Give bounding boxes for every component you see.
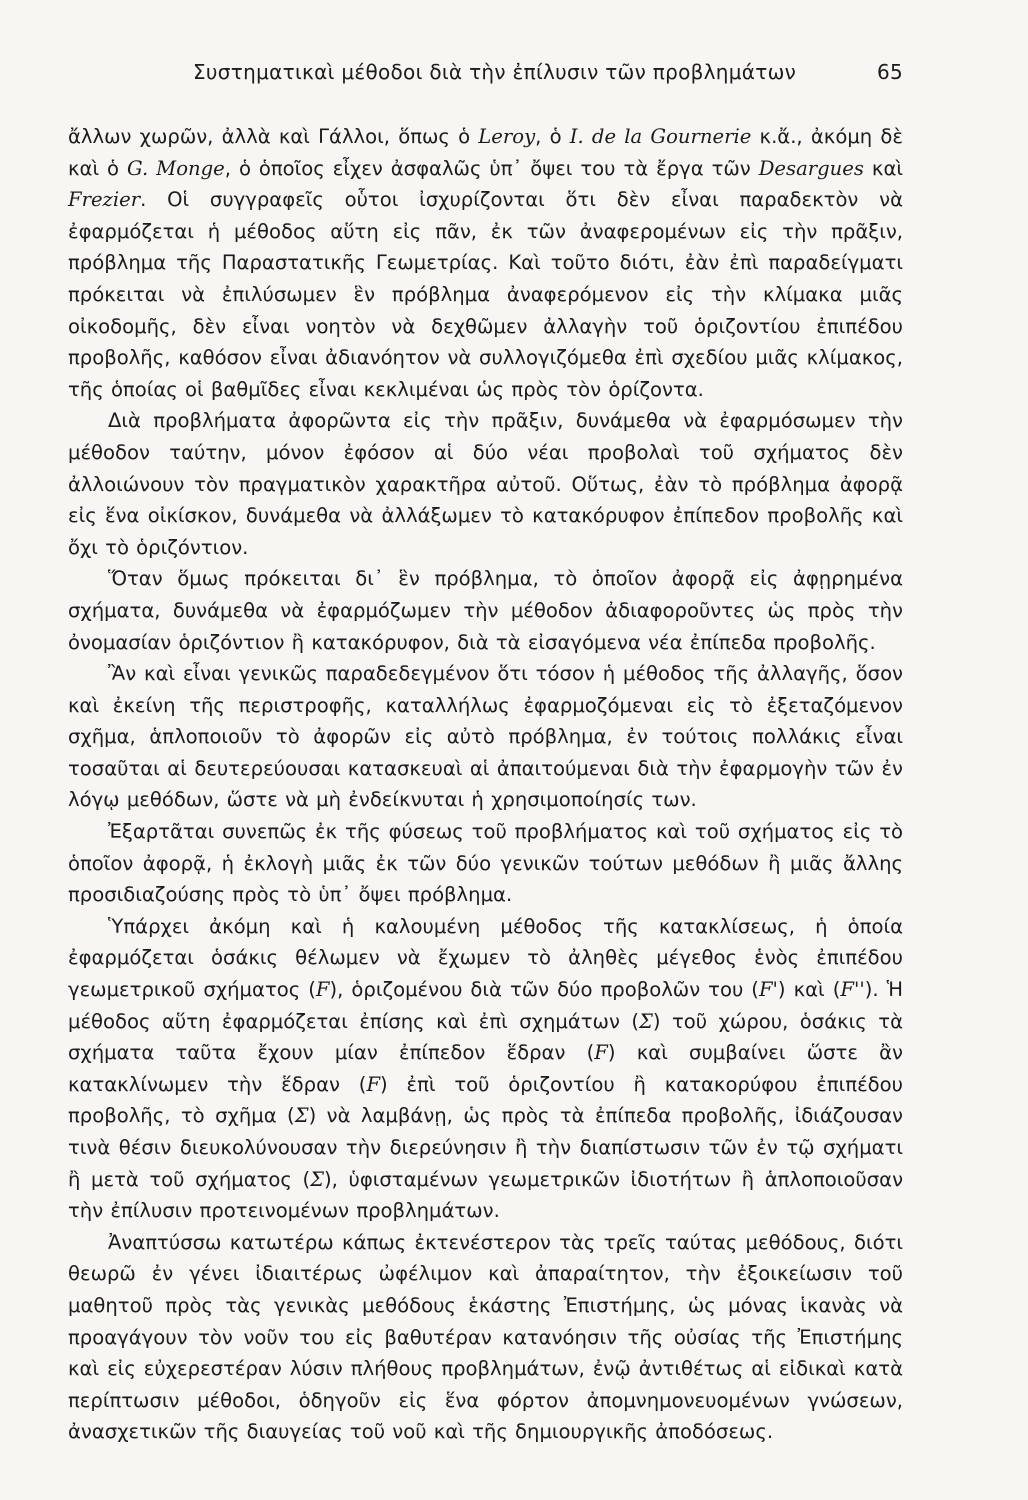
paragraph-1 bbox=[68, 121, 903, 405]
text-run: καὶ bbox=[863, 156, 904, 180]
paragraph-4: Ἂν καὶ εἶναι γενικῶς παραδεδεγμένον ὅτι τόσον ἡ μέθοδος τῆς ἀλλαγῆς, ὅσον καὶ ἐκείνη τῆς περιστροφῆς, καταλλήλως ἐφαρμοζόμεναι εἰς τὸ ἐξεταζόμενον σχῆμα, ἁπλοποιοῦν τὸ ἀφορῶν εἰς αὐτὸ πρόβλημα, ἐν τούτοις πολλάκις εἶναι τοσαῦται αἱ δευτερεύουσαι κατασκευαὶ αἱ ἀπαιτούμεναι διὰ τὴν ἐφαρμογὴν τῶν ἐν λόγῳ μεθόδων, ὥστε νὰ μὴ ἐνδείκνυται ἡ χρησιμοποίησίς των. bbox=[68, 662, 903, 812]
paragraph-5: Ἐξαρτᾶται συνεπῶς ἐκ τῆς φύσεως τοῦ προβλήματος καὶ τοῦ σχήματος εἰς τὸ ὁποῖον ἀφορᾷ, ἡ ἐκλογὴ μιᾶς ἐκ τῶν δύο γενικῶν τούτων μεθόδων ἢ μιᾶς ἄλλης προσιδιαζούσης πρὸς τὸ ὑπ᾽ ὄψει πρόβλημα. bbox=[68, 820, 903, 907]
paragraph-3: Ὅταν ὅμως πρόκειται δι᾽ ἓν πρόβλημα, τὸ ὁποῖον ἀφορᾷ εἰς ἀφῃρημένα σχήματα, δυνάμεθα νὰ ἐφαρμόζωμεν τὴν μέθοδον ἀδιαφοροῦντες ὡς πρὸς τὴν ὀνομασίαν ὁριζόντιον ἢ κατακόρυφον, διὰ τὰ εἰσαγόμενα νέα ἐπίπεδα προβολῆς. bbox=[68, 567, 903, 654]
text-run: ἄλλων χωρῶν, ἀλλὰ καὶ Γάλλοι, ὅπως ὁ bbox=[68, 125, 479, 148]
text-run: ) ἐπὶ τοῦ ὁριζοντίου ἢ κατακορύφου ἐπιπέδου προβολῆς, τὸ σχῆμα ( bbox=[68, 1072, 903, 1128]
text-run: . Οἱ συγγραφεῖς οὗτοι ἰσχυρίζονται ὅτι δὲν εἶναι παραδεκτὸν νὰ ἐφαρμόζεται ἡ μέθοδος αὕτη εἰς πᾶν, ἐκ τῶν ἀναφερομένων εἰς τὴν πρᾶξιν, πρόβλημα τῆς Παραστατικῆς Γεωμετρίας. Καὶ τοῦτο διότι, ἐὰν ἐπὶ παραδείγματι πρόκειται νὰ ἐπιλύσωμεν ἓν πρόβλημα ἀναφερόμενον εἰς τὴν κλίμακα μιᾶς οἰκοδομῆς, δὲν εἶναι νοητὸν νὰ δεχθῶμεν ἀλλαγὴν τοῦ ὁριζοντίου ἐπιπέδου προβολῆς, καθόσον εἶναι ἀδιανόητον νὰ συλλογιζόμεθα ἐπὶ σχεδίου μιᾶς κλίμακος, τῆς ὁποίας οἱ βαθμῖδες εἶναι κεκλιμέναι ὡς πρὸς τὸν ὁρίζοντα. bbox=[68, 188, 903, 401]
page-header bbox=[193, 60, 903, 84]
text-run: Ὑπάρχει ἀκόμη καὶ ἡ καλουμένη μέθοδος τῆς κατακλίσεως, ἡ ὁποία ἐφαρμόζεται ὁσάκις θέλωμεν νὰ ἔχωμεν τὸ ἀληθὲς μέγεθος ἑνὸς ἐπιπέδου γεωμετρικοῦ σχήματος ( bbox=[68, 914, 903, 1002]
math-symbol: Σ bbox=[294, 1104, 309, 1128]
math-symbol: F bbox=[366, 1072, 381, 1096]
math-symbol: Σ bbox=[310, 1167, 325, 1191]
text-run: ) καὶ συμβαίνει ὥστε ἂν κατακλίνωμεν τὴν ἕδραν ( bbox=[68, 1041, 903, 1096]
text-run: ) νὰ λαμβάνῃ, ὡς πρὸς τὰ ἐπίπεδα προβολῆς, ἰδιάζουσαν τινὰ θέσιν διευκολύνουσαν τὴν διερεύνησιν ἢ τὴν διαπίστωσιν τῶν ἐν τῷ σχήματι ἢ μετὰ τοῦ σχήματος ( bbox=[68, 1104, 903, 1191]
text-run: κ.ἄ., ἀκόμη δὲ καὶ ὁ bbox=[68, 125, 903, 180]
math-symbol: F bbox=[315, 978, 330, 1002]
text-run: ). Ἡ μέθοδος αὕτη ἐφαρμόζεται ἐπίσης καὶ ἐπὶ σχημάτων ( bbox=[68, 978, 903, 1033]
text-run: , ὁ ὁποῖος εἶχεν ἀσφαλῶς ὑπ᾽ ὄψει του τὰ ἔργα τῶν bbox=[224, 156, 759, 180]
math-symbol: F bbox=[594, 1041, 608, 1065]
author-name: Desargues bbox=[758, 156, 864, 180]
paragraph-7: Ἀναπτύσσω κατωτέρω κάπως ἐκτενέστερον τὰς τρεῖς ταύτας μεθόδους, διότι θεωρῶ ἐν γένει ἰδιαιτέρως ὠφέλιμον καὶ ἀπαραίτητον, τὴν ἐξοικείωσιν τοῦ μαθητοῦ πρὸς τὰς γενικὰς μεθόδους ἑκάστης Ἐπιστήμης, ὡς μόνας ἱκανὰς νὰ προαγάγουν τὸν νοῦν του εἰς βαθυτέραν κατανόησιν τῆς οὐσίας τῆς Ἐπιστήμης καὶ εἰς εὐχερεστέραν λύσιν πλήθους προβλημάτων, ἐνῷ ἀντιθέτως αἱ εἰδικαὶ κατὰ περίπτωσιν μέθοδοι, ὁδηγοῦν εἰς ἕνα φόρτον ἀπομνημονευομένων γνώσεων, ἀνασχετικῶν τῆς διαυγείας τοῦ νοῦ καὶ τῆς δημιουργικῆς ἀποδόσεως. bbox=[68, 1230, 903, 1444]
paragraph-6 bbox=[68, 911, 903, 1227]
text-run: ), ὁριζομένου διὰ τῶν δύο προβολῶν του ( bbox=[329, 978, 759, 1002]
text-run: ), ὑφισταμένων γεωμετρικῶν ἰδιοτήτων ἢ ἁπλοποιοῦσαν τὴν ἐπίλυσιν προτεινομένων προβλημάτων. bbox=[68, 1167, 904, 1223]
author-name: I. de la Gournerie bbox=[569, 125, 752, 148]
text-run: , ὁ bbox=[535, 125, 570, 148]
body-text bbox=[68, 121, 903, 1448]
text-run: ) καὶ ( bbox=[777, 978, 841, 1002]
math-symbol: F'' bbox=[840, 978, 865, 1002]
author-name: Leroy bbox=[478, 125, 536, 148]
author-name: Frezier bbox=[68, 188, 141, 212]
math-symbol: Σ bbox=[639, 1009, 653, 1033]
running-title: Συστηματικαὶ μέθοδοι διὰ τὴν ἐπίλυσιν τῶν προβλημάτων bbox=[193, 60, 797, 84]
math-symbol: F' bbox=[758, 978, 778, 1002]
page-number: 65 bbox=[876, 60, 903, 84]
text-run: ) τοῦ χώρου, ὁσάκις τὰ σχήματα ταῦτα ἔχουν μίαν ἐπίπεδον ἕδραν ( bbox=[68, 1009, 903, 1065]
paragraph-2: Διὰ προβλήματα ἀφορῶντα εἰς τὴν πρᾶξιν, δυνάμεθα νὰ ἐφαρμόσωμεν τὴν μέθοδον ταύτην, μόνον ἐφόσον αἱ δύο νέαι προβολαὶ τοῦ σχήματος δὲν ἀλλοιώνουν τὸν πραγματικὸν χαρακτῆρα αὐτοῦ. Οὕτως, ἐὰν τὸ πρόβλημα ἀφορᾷ εἰς ἕνα οἰκίσκον, δυνάμεθα νὰ ἀλλάξωμεν τὸ κατακόρυφον ἐπίπεδον προβολῆς καὶ ὄχι τὸ ὁριζόντιον. bbox=[68, 409, 903, 559]
author-name: G. Monge bbox=[127, 156, 225, 180]
